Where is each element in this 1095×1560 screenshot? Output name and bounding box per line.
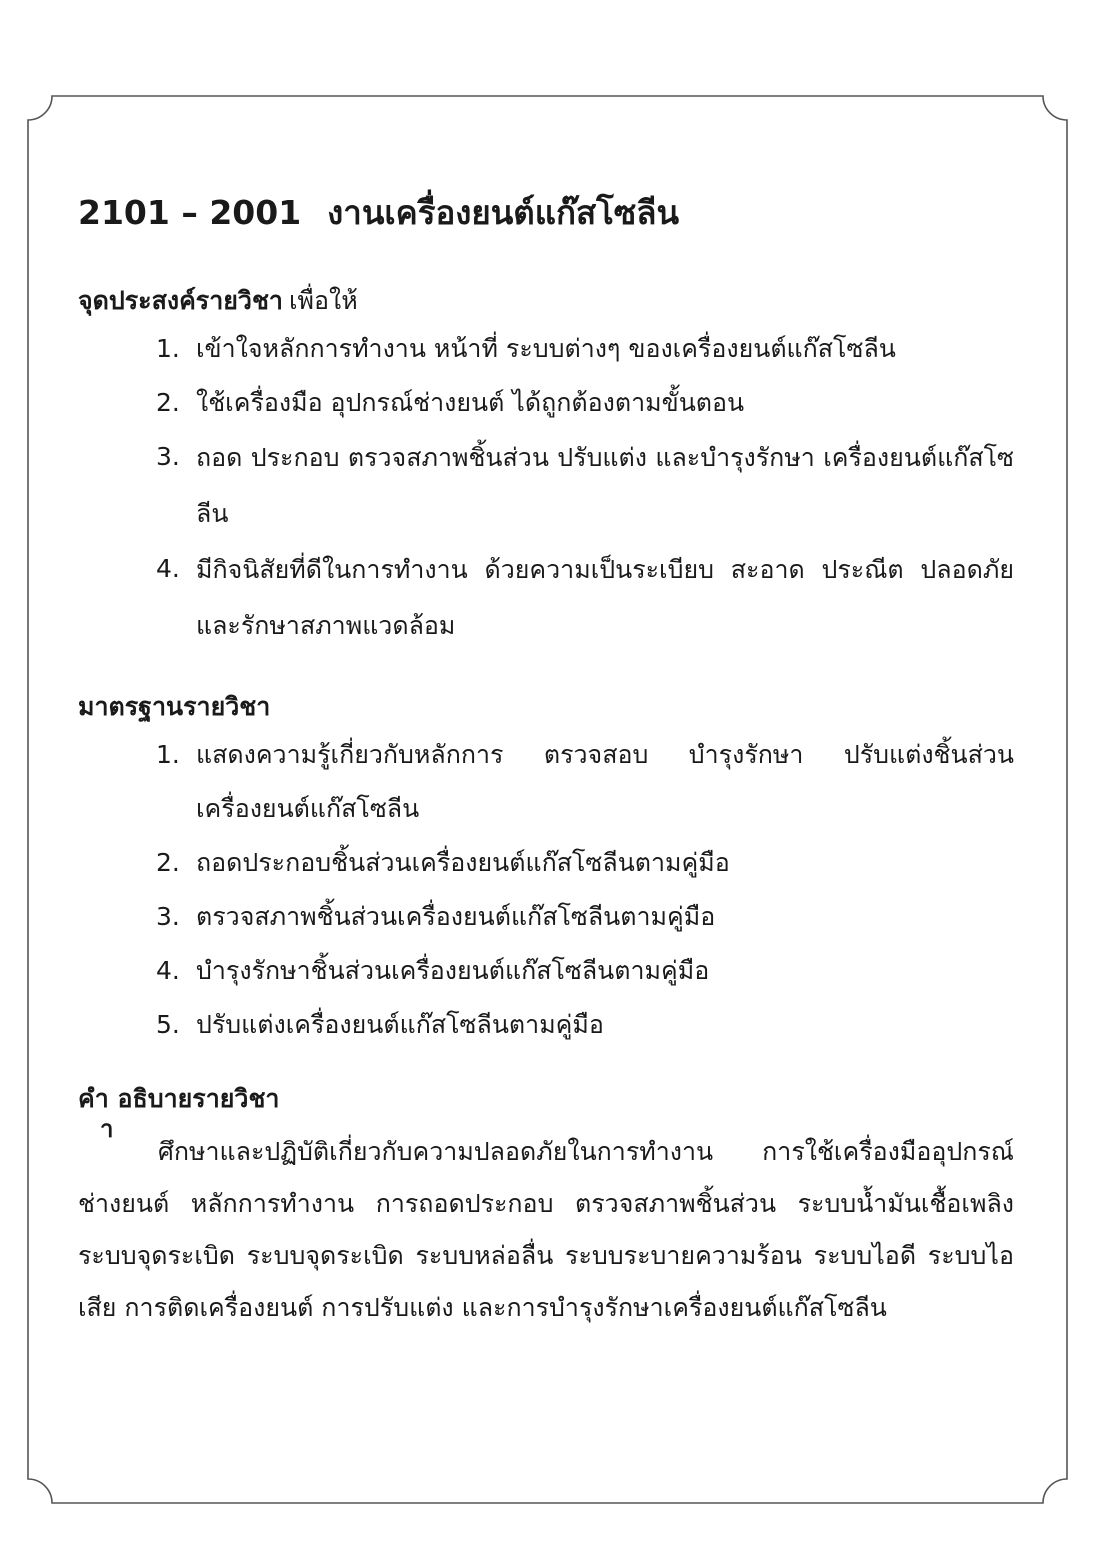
list-item-number: 1.: [156, 740, 180, 769]
list-item-number: 5.: [156, 1010, 180, 1039]
list-item: [156, 836, 1014, 890]
course-code: 2101 – 2001: [78, 193, 302, 232]
list-item: [156, 944, 1014, 998]
list-item-text: ถอดประกอบชิ้นส่วนเครื่องยนต์แก๊สโซลีนตามคู่มือ: [196, 848, 730, 877]
list-item-text: ตรวจสภาพชิ้นส่วนเครื่องยนต์แก๊สโซลีนตามคู่มือ: [196, 902, 716, 931]
course-name: งานเครื่องยนต์แก๊สโซลีน: [327, 193, 680, 232]
list-item-text: ถอด ประกอบ ตรวจสภาพชิ้นส่วน ปรับแต่ง และบำรุงรักษา เครื่องยนต์แก๊สโซลีน: [196, 443, 1014, 528]
list-item: [156, 430, 1014, 542]
list-item: [156, 376, 1014, 430]
standards-list: [156, 728, 1014, 1052]
list-item: [156, 542, 1014, 654]
list-item: [156, 890, 1014, 944]
list-item-number: 2.: [156, 848, 180, 877]
list-item: [156, 728, 1014, 836]
list-item-number: 2.: [156, 388, 180, 417]
list-item-number: 1.: [156, 334, 180, 363]
description-paragraph: ศึกษาและปฏิบัติเกี่ยวกับความปลอดภัยในการทำงาน การใช้เครื่องมืออุปกรณ์ช่างยนต์ หลักการทำงาน การถอดประกอบ ตรวจสภาพชิ้นส่วน ระบบน้ำมันเชื้อเพลิง ระบบจุดระเบิด ระบบจุดระเบิด ระบบหล่อลื่น ระบบระบายความร้อน ระบบไอดี ระบบไอเสีย การติดเครื่องยนต์ การปรับแต่ง และการบำรุงรักษาเครื่องยนต์แก๊สโซลีน: [78, 1137, 1014, 1322]
list-item-number: 3.: [156, 442, 180, 471]
list-item: [156, 998, 1014, 1052]
list-item-text: ใช้เครื่องมือ อุปกรณ์ช่างยนต์ ได้ถูกต้องตามขั้นตอน: [196, 388, 745, 417]
description-heading: คำ อธิบายรายวิชา: [78, 1084, 280, 1113]
list-item: [156, 322, 1014, 376]
list-item-text: เข้าใจหลักการทำงาน หน้าที่ ระบบต่างๆ ของเครื่องยนต์แก๊สโซลีน: [196, 334, 896, 363]
objectives-heading-label: จุดประสงค์รายวิชา: [78, 286, 283, 315]
list-item-number: 4.: [156, 956, 180, 985]
objectives-heading-suffix: เพื่อให้: [288, 286, 358, 315]
list-item-text: ปรับแต่งเครื่องยนต์แก๊สโซลีนตามคู่มือ: [196, 1010, 604, 1039]
list-item-text: บำรุงรักษาชิ้นส่วนเครื่องยนต์แก๊สโซลีนตามคู่มือ: [196, 956, 710, 985]
list-item-text: มีกิจนิสัยที่ดีในการทำงาน ด้วยความเป็นระเบียบ สะอาด ประณีต ปลอดภัยและรักษาสภาพแวดล้อม: [196, 555, 1014, 640]
objectives-list: [156, 322, 1014, 654]
course-title: [78, 186, 1014, 240]
description-block: [78, 1115, 1014, 1334]
description-mark: า: [100, 1115, 114, 1143]
document-content: [78, 186, 1014, 1334]
objectives-heading: [78, 280, 1014, 322]
list-item-number: 4.: [156, 554, 180, 583]
list-item-text: แสดงความรู้เกี่ยวกับหลักการ ตรวจสอบ บำรุงรักษา ปรับแต่งชิ้นส่วนเครื่องยนต์แก๊สโซลีน: [196, 740, 1014, 823]
standards-heading: มาตรฐานรายวิชา: [78, 692, 271, 721]
list-item-number: 3.: [156, 902, 180, 931]
